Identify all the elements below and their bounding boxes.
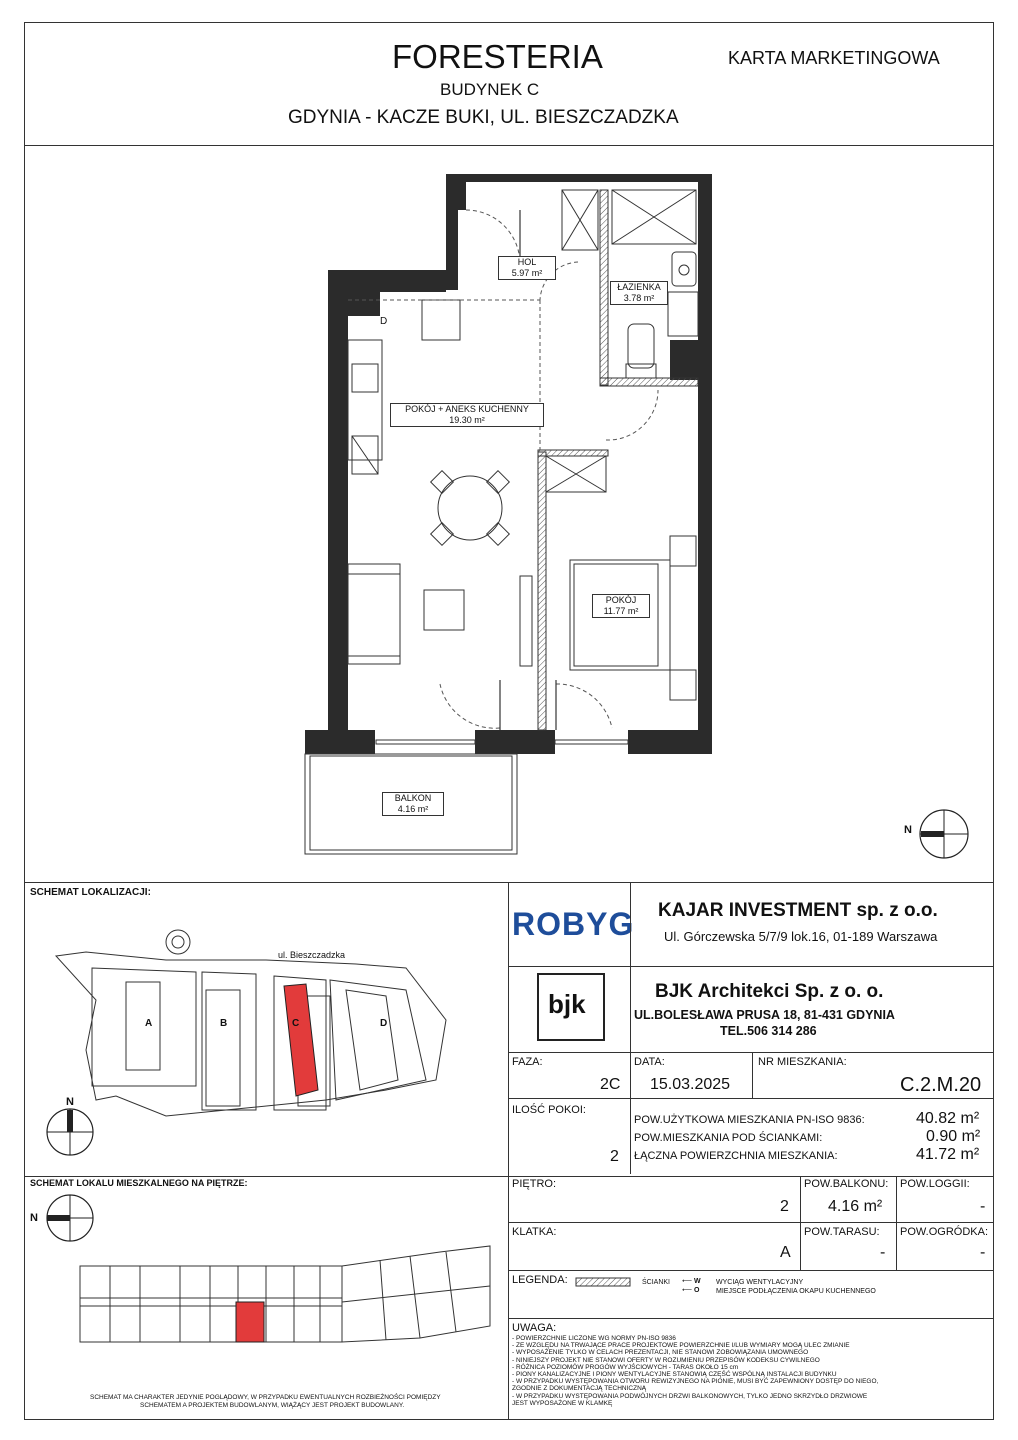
note-line: - ZE WZGLĘDU NA TRWAJĄCE PRACE PROJEKTOWE POWIERZCHNIE I/LUB WYMIARY MOGĄ ULEC ZMIANIE [512, 1342, 850, 1350]
loggia-value: - [980, 1198, 986, 1215]
hood-marker: D [380, 316, 388, 327]
info-divider-1 [630, 1052, 631, 1098]
info-divider-4 [800, 1176, 801, 1270]
investor-divider [508, 966, 994, 967]
pow-uzytkowa-label: POW.UŻYTKOWA MIESZKANIA PN-ISO 9836: [634, 1114, 865, 1126]
notes-list [512, 1335, 878, 1407]
legend-vent: WYCIĄG WENTYLACYJNY [716, 1279, 804, 1286]
floor-compass-letter: N [30, 1212, 38, 1224]
disclaimer-line-1: SCHEMAT MA CHARAKTER JEDYNIE POGLĄDOWY, W PRZYPADKU EWENTUALNYCH ROZBIEŻNOŚCI POMIĘDZY [90, 1394, 441, 1401]
klatka-label: KLATKA: [512, 1226, 557, 1238]
robyg-logo: ROBYG [512, 906, 635, 942]
faza-label: FAZA: [512, 1056, 543, 1068]
info-divider-row1 [508, 1098, 994, 1099]
street-name: ul. Bieszczadzka [278, 950, 346, 960]
legend-walls: ŚCIANKI [642, 1279, 671, 1286]
building-c: C [292, 1018, 300, 1029]
ogrodek-label: POW.OGRÓDKA: [900, 1226, 989, 1238]
location-divider [24, 1176, 994, 1177]
location-title: SCHEMAT LOKALIZACJI: [30, 887, 151, 898]
nr-value: C.2.M.20 [900, 1074, 982, 1096]
room-label-balkon: BALKON 4.16 m² [382, 792, 444, 816]
building-b: B [220, 1018, 228, 1029]
architect-name: BJK Architekci Sp. z o. o. [655, 981, 884, 1002]
pow-laczna-label: ŁĄCZNA POWIERZCHNIA MIESZKANIA: [634, 1150, 838, 1162]
pietro-value: 2 [780, 1198, 789, 1215]
info-divider-row3 [508, 1222, 994, 1223]
faza-value: 2C [600, 1076, 621, 1093]
note-line: - W PRZYPADKU WYSTĘPOWANIA OTWORU REWIZYJNEGO NA PIONIE, MUSI BYĆ ZAPEWNIONY DOSTĘP DO NIEGO, [512, 1378, 879, 1386]
pietro-label: PIĘTRO: [512, 1178, 557, 1190]
info-divider-2 [752, 1052, 753, 1098]
hood-arrow-icon: ⟵ O [682, 1287, 700, 1294]
taras-label: POW.TARASU: [804, 1226, 880, 1238]
floor-scheme-title: SCHEMAT LOKALU MIESZKALNEGO NA PIĘTRZE: [30, 1178, 248, 1188]
investor-address: Ul. Górczewska 5/7/9 lok.16, 01-189 Warszawa [664, 929, 938, 944]
architect-phone: TEL.506 314 286 [720, 1024, 817, 1038]
klatka-value: A [780, 1244, 791, 1261]
compass-letter: N [904, 824, 912, 836]
building-a: A [145, 1018, 153, 1029]
investor-name: KAJAR INVESTMENT sp. z o.o. [658, 900, 938, 921]
loggia-label: POW.LOGGII: [900, 1178, 970, 1190]
plan-divider [24, 882, 994, 883]
room-label-pokoj: POKÓJ 11.77 m² [592, 594, 650, 618]
bjk-logo: bjk [537, 973, 605, 1041]
legend-divider [508, 1318, 994, 1319]
info-divider-5 [896, 1176, 897, 1270]
room-label-pokoj-aneks: POKÓJ + ANEKS KUCHENNY 19.30 m² [390, 403, 544, 427]
room-label-hol: HOL 5.97 m² [498, 256, 556, 280]
pow-sciankami-value: 0.90 m² [926, 1128, 981, 1145]
data-label: DATA: [634, 1056, 665, 1068]
architect-divider [508, 1052, 994, 1053]
nr-label: NR MIESZKANIA: [758, 1056, 847, 1068]
balkon-value: 4.16 m² [828, 1198, 883, 1215]
left-col-divider [508, 882, 509, 1420]
room-label-lazienka: ŁAZIENKA 3.78 m² [610, 281, 668, 305]
note-line: ZGODNIE Z DOKUMENTACJĄ TECHNICZNĄ [512, 1385, 647, 1393]
building-d: D [380, 1018, 388, 1029]
architect-address: UL.BOLESŁAWA PRUSA 18, 81-431 GDYNIA [634, 1008, 895, 1022]
note-line: - W PRZYPADKU WYSTĘPOWANIA PODWÓJNYCH DRZWI BALKONOWYCH, TYLKO JEDNO SKRZYDŁO DRZWIOWE [512, 1392, 868, 1400]
floor-compass-icon [46, 1194, 106, 1254]
pow-uzytkowa-value: 40.82 m² [916, 1110, 980, 1127]
note-line: - PIONY KANALIZACYJNE I PIONY WENTYLACYJNE STANOWIĄ CZĘŚĆ WSPÓLNĄ INSTALACJI BUDYNKU [512, 1371, 837, 1379]
info-divider-row4 [508, 1270, 994, 1271]
address: GDYNIA - KACZE BUKI, UL. BIESZCZADZKA [288, 107, 679, 128]
balkon-label: POW.BALKONU: [804, 1178, 889, 1190]
info-divider-3 [630, 1098, 631, 1174]
building-name: BUDYNEK C [440, 80, 540, 99]
note-line: - POWIERZCHNIE LICZONE WG NORMY PN-ISO 9836 [512, 1335, 676, 1342]
project-title: FORESTERIA [392, 38, 603, 75]
ogrodek-value: - [980, 1244, 986, 1261]
disclaimer-line-2: SCHEMATEM A PROJEKTEM BUDOWLANYM, WIĄŻĄCY JEST PROJEKT BUDOWLANY. [140, 1402, 405, 1409]
vent-arrow-icon: ⟵ W [682, 1278, 701, 1285]
compass-location-icon [46, 1108, 106, 1168]
legend-hood: MIEJSCE PODŁĄCZENIA OKAPU KUCHENNEGO [716, 1288, 876, 1295]
logo-divider [630, 882, 631, 1052]
compass-location-letter: N [66, 1096, 74, 1108]
legend-title: LEGENDA: [512, 1274, 568, 1286]
note-line: - WYPOSAŻENIE TYLKO W CELACH PREZENTACJI, NIE STANOWI ZOBOWIĄZANIA UMOWNEGO [512, 1349, 809, 1357]
taras-value: - [880, 1244, 886, 1261]
wall-hatch-icon [576, 1278, 636, 1290]
pow-laczna-value: 41.72 m² [916, 1146, 980, 1163]
notes-title: UWAGA: [512, 1322, 557, 1334]
compass-icon [918, 808, 978, 868]
data-value: 15.03.2025 [650, 1076, 731, 1093]
pow-sciankami-label: POW.MIESZKANIA POD ŚCIANKAMI: [634, 1132, 823, 1144]
card-type: KARTA MARKETINGOWA [728, 48, 940, 68]
note-line: JEST WYPOSAŻONE W KLAMKĘ [512, 1399, 613, 1407]
floor-scheme-map [80, 1246, 500, 1356]
pokoje-label: ILOŚĆ POKOI: [512, 1104, 586, 1116]
note-line: - NINIEJSZY PROJEKT NIE STANOWI OFERTY W ROZUMIENIU PRZEPISÓW KODEKSU CYWILNEGO [512, 1356, 820, 1364]
note-line: - RÓŻNICA POZIOMÓW PROGÓW WYJŚCIOWYCH - TARAS OKOŁO 15 cm [512, 1363, 739, 1371]
pokoje-value: 2 [610, 1148, 619, 1165]
